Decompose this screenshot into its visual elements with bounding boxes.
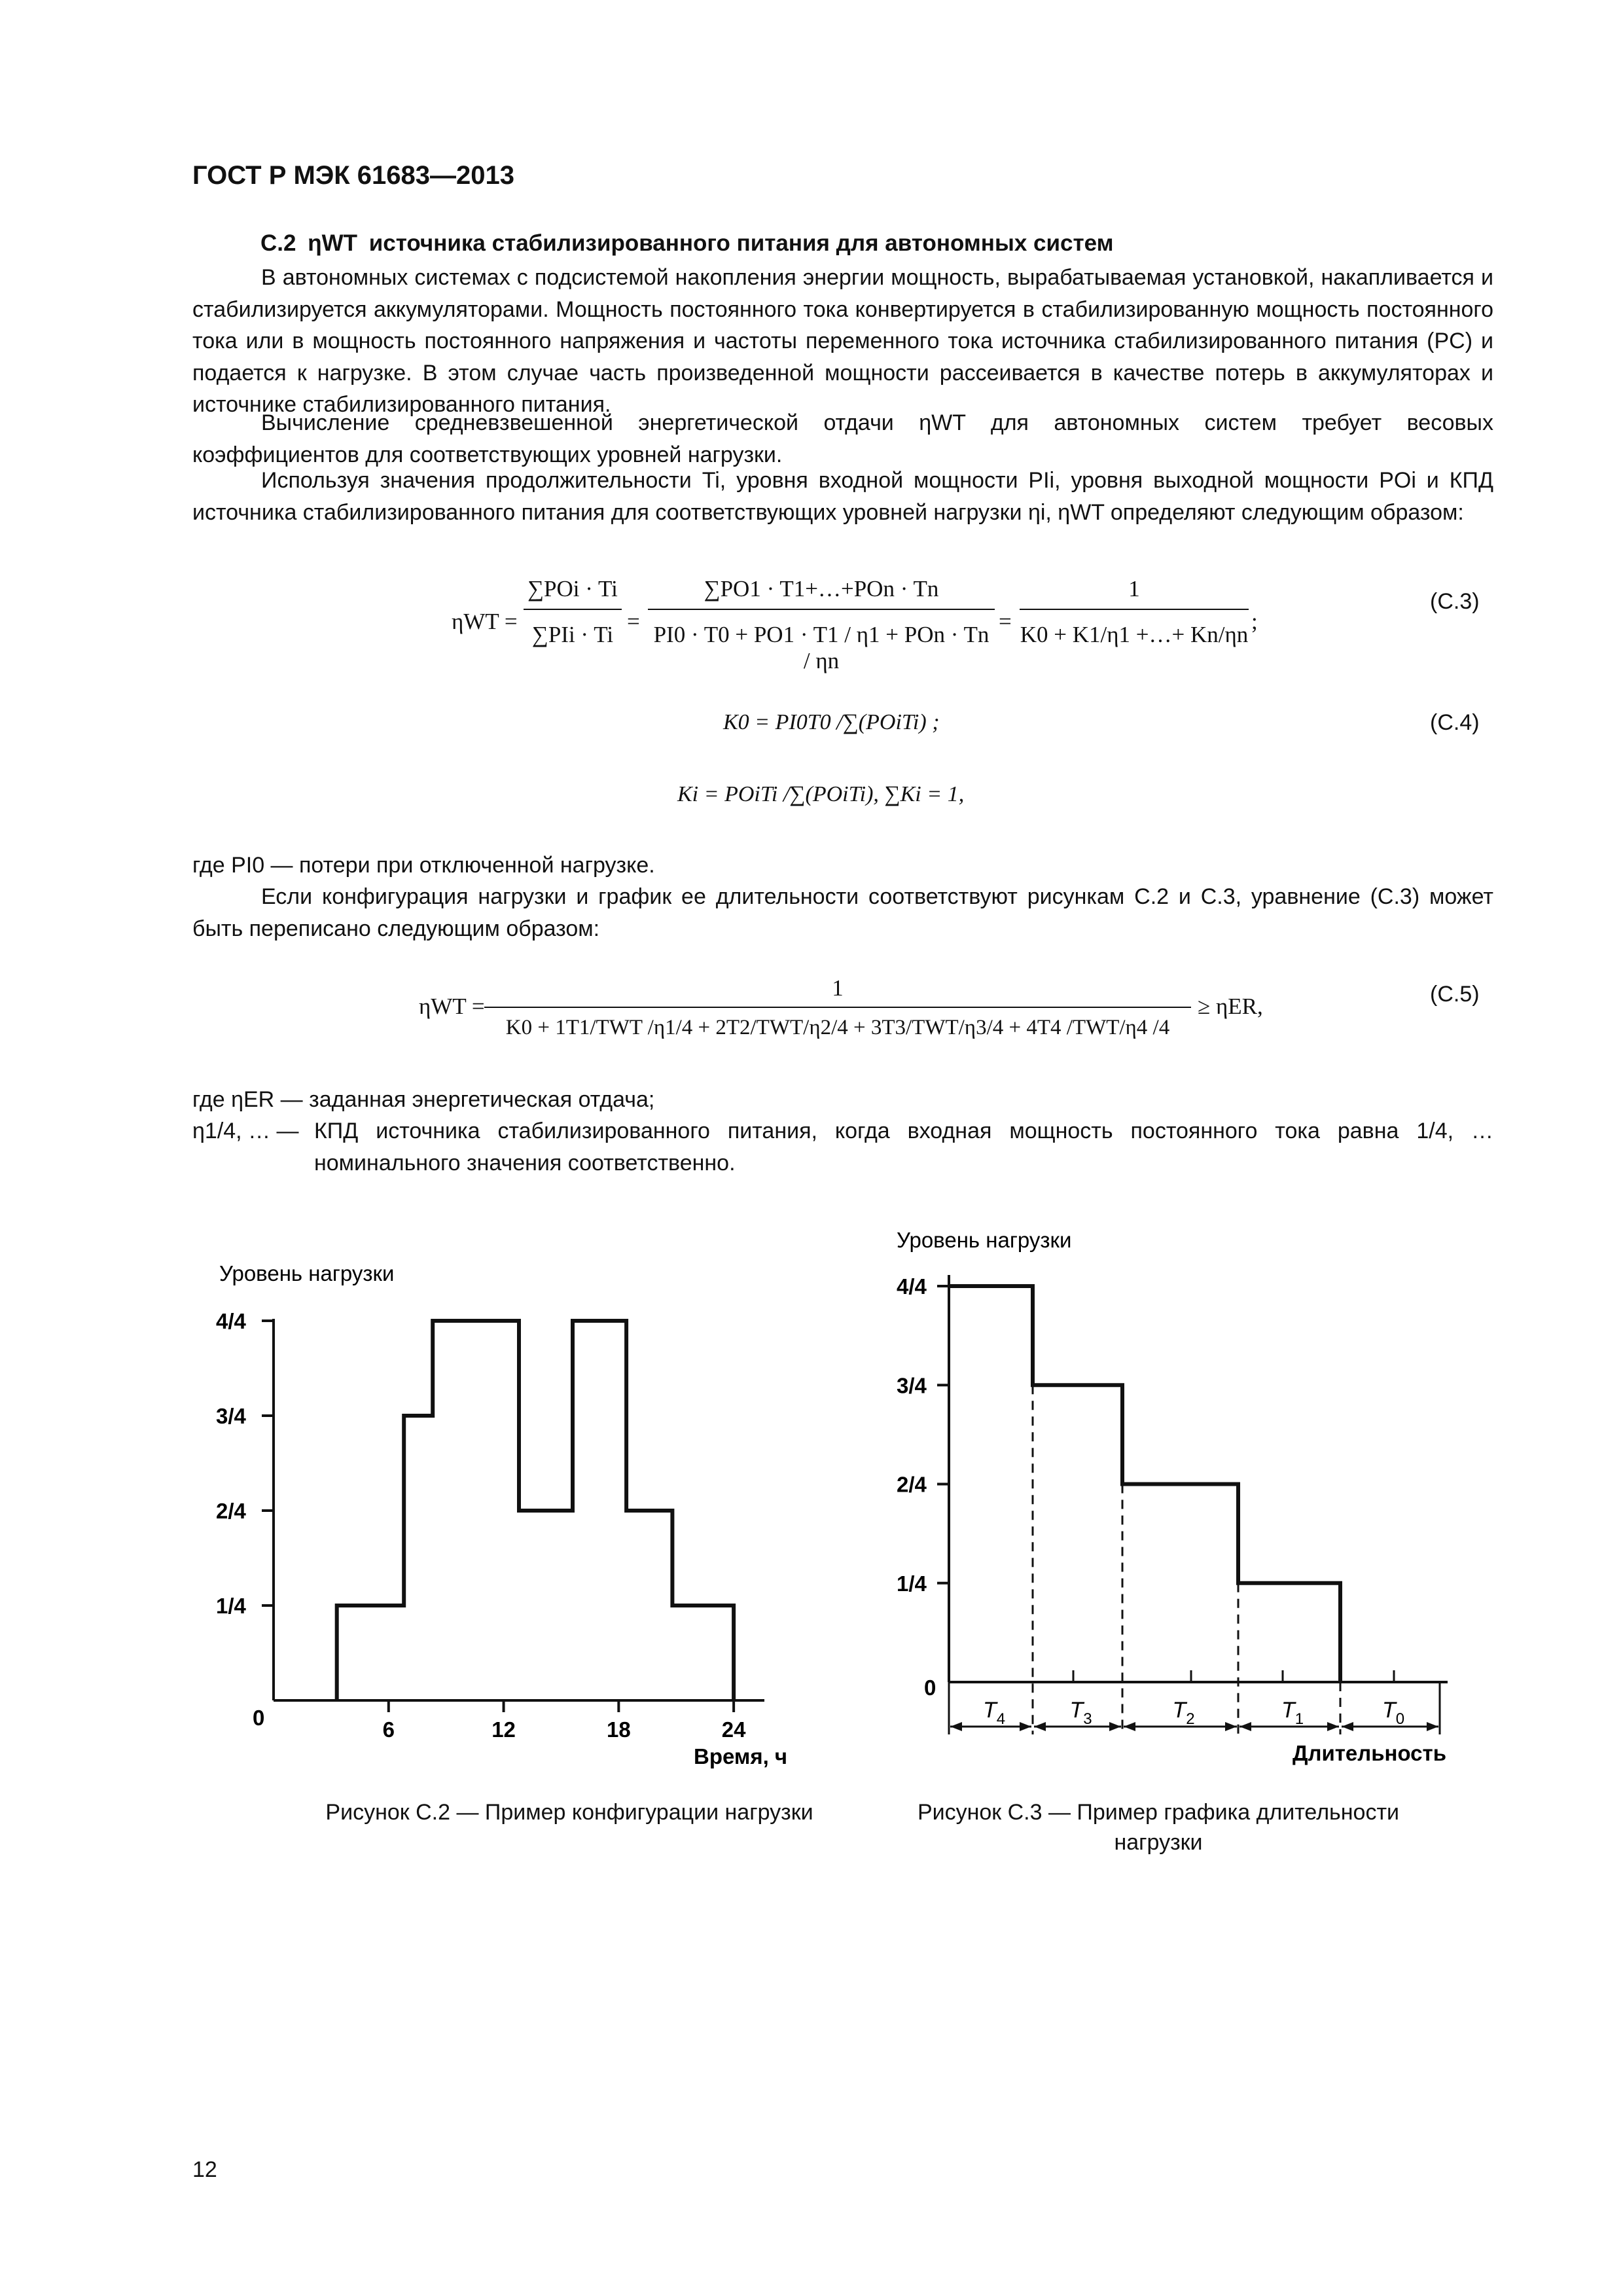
fig-c3-duration-line xyxy=(949,1286,1340,1682)
eq-c4b: Ki = POiTi /∑(POiTi), ∑Ki = 1, xyxy=(677,782,965,806)
fig-c2-xtick-label: 12 xyxy=(491,1717,516,1742)
eq-c4: K0 = PI0T0 /∑(POiTi) ; xyxy=(723,710,940,734)
fig-c2-xtick-label: 18 xyxy=(606,1717,631,1742)
eq-c3-label: (С.3) xyxy=(1430,589,1480,614)
definition-1-text: заданная энергетическая отдача; xyxy=(309,1087,655,1112)
fig-c3-ytick-label: 1/4 xyxy=(897,1571,927,1596)
section-title-text: источника стабилизированного питания для автономных систем xyxy=(368,230,1114,256)
fig-c3-ytick-label: 2/4 xyxy=(897,1472,927,1497)
fig-c3-arrowhead xyxy=(1240,1722,1251,1731)
eq-c3-f1-den: ∑PIi · Ti xyxy=(531,622,614,647)
fig-c3-arrowhead xyxy=(1020,1722,1031,1731)
fig-c2-ytick-label: 2/4 xyxy=(216,1499,246,1523)
definition-2-text: КПД источника стабилизированного питания, когда входная мощность постоянного тока равна 1/4, … номинального значения соответственно. xyxy=(314,1119,1493,1175)
fig-c3-arrowhead xyxy=(1327,1722,1339,1731)
eq-c3-f3-num: 1 xyxy=(1128,576,1140,601)
fig-c2-xtick-label: 24 xyxy=(721,1717,746,1742)
paragraph-5: Если конфигурация нагрузки и график ее длительности соответствуют рисункам С.2 и С.3, уравнение (С.3) может быть переписано следующим образом: xyxy=(192,884,1493,941)
eq-c3-eq1: = xyxy=(627,609,640,634)
eq-c3-f2-num: ∑PO1 · T1+…+POn · Tn xyxy=(704,576,939,601)
eq-c5-lhs: ηWT = xyxy=(419,994,485,1019)
eq-c5-den: K0 + 1T1/TWT /η1/4 + 2T2/TWT/η2/4 + 3T3/TWT/η3/4 + 4T4 /TWT/η4 /4 xyxy=(505,1016,1170,1039)
fig-c2-xlabel: Время, ч xyxy=(694,1744,788,1768)
eq-c5-label: (С.5) xyxy=(1430,982,1480,1007)
fig-c3-arrowhead xyxy=(950,1722,962,1731)
fig-c3-arrowhead xyxy=(1124,1722,1135,1731)
fig-c3-arrowhead xyxy=(1225,1722,1237,1731)
fig-c2-xtick-label: 6 xyxy=(382,1717,395,1742)
fig-c3-arrowhead xyxy=(1034,1722,1046,1731)
fig-c2-ytick-label: 1/4 xyxy=(216,1594,246,1618)
paragraph-1: В автономных системах с подсистемой накопления энергии мощность, вырабатываемая установкой, накапливается и стабилизируется аккумуляторами. Мощность постоянного тока конвертируется в стабилизированную мощность постоянного тока или в мощность постоянного напряжения и частоты переменного тока источника стабилизированного питания (PC) и подается к нагрузке. В этом случае часть произведенной мощности рассеивается в качестве потерь в аккумуляторах и источнике стабилизированного питания. xyxy=(192,265,1493,417)
definition-2-term: η1/4, … — xyxy=(192,1119,299,1143)
fig-c2-ytick-label: 3/4 xyxy=(216,1404,246,1428)
fig-c3-ticks xyxy=(897,1274,1394,1700)
eq-c5-num: 1 xyxy=(832,975,844,1001)
fig-c3-ytick-label: 3/4 xyxy=(897,1373,927,1398)
eq-c3-lhs: ηWT = xyxy=(452,609,518,634)
eq-c4-label: (С.4) xyxy=(1430,710,1480,735)
eq-c3-f2-den: PI0 · T0 + PO1 · T1 / η1 + POn · Tn / ηn xyxy=(653,622,990,673)
fig-c3-caption: Рисунок С.3 — Пример графика длительности нагрузки xyxy=(917,1800,1400,1855)
section-eta: ηWT xyxy=(308,230,357,256)
definition-1-term: где ηER — xyxy=(192,1087,303,1112)
page-number: 12 xyxy=(192,2157,217,2182)
eq-c3-f3-den: K0 + K1/η1 +…+ Kn/ηn xyxy=(1020,622,1249,647)
fig-c3-segment-label: $T_3$ xyxy=(1069,1698,1092,1728)
paragraph-2: Вычисление средневзвешенной энергетической отдачи ηWT для автономных систем требует весовых коэффициентов для соответствующих уровней нагрузки. xyxy=(192,410,1493,467)
eq-c3-f1-num: ∑POi · Ti xyxy=(527,576,618,601)
fig-c3-segment-label: $T_1$ xyxy=(1281,1698,1304,1728)
fig-c3-arrowhead xyxy=(1109,1722,1121,1731)
paragraph-3: Используя значения продолжительности Ti, уровня входной мощности PIi, уровня выходной мощности POi и КПД источника стабилизированного питания для соответствующих уровней нагрузки ηi, ηWT определяют следующим образом: xyxy=(192,468,1493,525)
eq-c3-semicolon: ; xyxy=(1251,609,1258,634)
fig-c3-xlabel: Длительность xyxy=(1293,1741,1446,1765)
fig-c3-ytick-label: 0 xyxy=(924,1676,936,1700)
section-number: С.2 xyxy=(260,230,296,256)
fig-c2-ytick-label: 0 xyxy=(253,1706,265,1730)
fig-c3-segment-label: $T_0$ xyxy=(1382,1698,1405,1728)
fig-c3-arrowhead xyxy=(1342,1722,1353,1731)
fig-c2-ytick-label: 4/4 xyxy=(216,1309,246,1333)
fig-c3-ylabel: Уровень нагрузки xyxy=(897,1228,1072,1252)
eq-c3-eq2: = xyxy=(999,609,1012,634)
fig-c3-segment-label: $T_4$ xyxy=(983,1698,1006,1728)
fig-c3-segment-label: $T_2$ xyxy=(1172,1698,1195,1728)
document-header: ГОСТ Р МЭК 61683—2013 xyxy=(192,161,515,190)
fig-c3-ytick-label: 4/4 xyxy=(897,1274,927,1299)
fig-c2-ylabel: Уровень нагрузки xyxy=(219,1261,395,1285)
paragraph-4: где PI0 — потери при отключенной нагрузке. xyxy=(192,853,655,878)
eq-c5-rhs: ≥ ηER, xyxy=(1198,994,1263,1019)
fig-c3-arrowhead xyxy=(1427,1722,1438,1731)
fig-c2-caption: Рисунок С.2 — Пример конфигурации нагрузки xyxy=(325,1800,813,1825)
fig-c3-dimension-arrows xyxy=(950,1698,1438,1731)
